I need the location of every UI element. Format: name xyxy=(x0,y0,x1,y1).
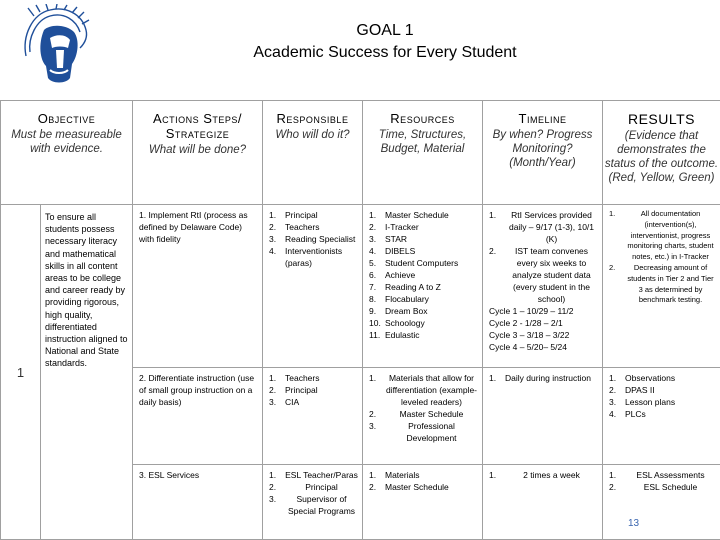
list-item: 2. IST team convenes every six weeks to analyze student data (every student in the school) xyxy=(489,246,591,304)
objective-text: To ensure all students possess necessary literacy and mathematical skills in all content areas to be college and career ready by providing rigorous, high quality, differentiated instruction aligned to National and State standards. xyxy=(41,205,133,540)
list-item: 3. STAR xyxy=(369,234,408,244)
timeline-cycle: Cycle 1 – 10/29 – 11/2 xyxy=(489,306,574,316)
results-2 xyxy=(603,368,720,465)
list-item: 4. PLCs xyxy=(609,409,646,419)
list-item: 2. Principal xyxy=(269,482,338,492)
list-item: 10. Schoology xyxy=(369,318,425,328)
list-item: 2. Principal xyxy=(269,385,318,395)
row-number: 1 xyxy=(1,205,41,540)
timeline-3 xyxy=(483,465,603,540)
timeline-1 xyxy=(483,205,603,368)
list-item: 4. Interventionists (paras) xyxy=(269,246,343,268)
list-item: 3. Professional Development xyxy=(369,421,457,443)
header-row xyxy=(1,101,720,205)
list-item: 1. ESL Assessments xyxy=(609,470,705,480)
timeline-2 xyxy=(483,368,603,465)
responsible-header: Responsible Who will do it? xyxy=(263,101,363,205)
list-item: 1. All documentation (intervention(s), interventionist, progress monitoring charts, student notes, etc.) in I-Tracker xyxy=(609,209,714,262)
table-row xyxy=(1,205,720,368)
list-item: 3. CIA xyxy=(269,397,300,407)
list-item: 8. Flocabulary xyxy=(369,294,429,304)
list-item: 1. Daily during instruction xyxy=(489,373,591,383)
results-1 xyxy=(603,205,720,368)
timeline-header: Timeline By when? Progress Monitoring? (Month/Year) xyxy=(483,101,603,205)
list-item: 2. Master Schedule xyxy=(369,482,449,492)
list-item: 6. Achieve xyxy=(369,270,416,280)
resources-3 xyxy=(363,465,483,540)
list-item: 3. Supervisor of Special Programs xyxy=(269,494,356,516)
list-item: 1. ESL Teacher/Paras xyxy=(269,470,358,480)
list-item: 5. Student Computers xyxy=(369,258,459,268)
list-item: 2. ESL Schedule xyxy=(609,482,698,492)
action-plan-table xyxy=(0,100,720,540)
list-item: 1. Teachers xyxy=(269,373,320,383)
objective-header: Objective Must be measureable with evidence. xyxy=(1,101,133,205)
list-item: 1. Master Schedule xyxy=(369,210,449,220)
list-item: 2. DPAS II xyxy=(609,385,655,395)
list-item: 1. Observations xyxy=(609,373,676,383)
resources-header: Resources Time, Structures, Budget, Material xyxy=(363,101,483,205)
resources-1 xyxy=(363,205,483,368)
page-number: 13 xyxy=(628,518,640,529)
list-item: 2. I-Tracker xyxy=(369,222,419,232)
list-item: 1. Materials that allow for differentiation (example-leveled readers) xyxy=(369,373,478,407)
timeline-cycle: Cycle 2 - 1/28 – 2/1 xyxy=(489,318,563,328)
list-item: 9. Dream Box xyxy=(369,306,428,316)
list-item: 3. Lesson plans xyxy=(609,397,676,407)
list-item: 11. Edulastic xyxy=(369,330,420,340)
action-1: 1. Implement RtI (process as defined by Delaware Code) with fidelity xyxy=(133,205,263,368)
responsible-3 xyxy=(263,465,363,540)
list-item: 1. Materials xyxy=(369,470,420,480)
spartan-helmet-logo xyxy=(20,4,94,86)
action-2: 2. Differentiate instruction (use of small group instruction on a daily basis) xyxy=(133,368,263,465)
list-item: 1. 2 times a week xyxy=(489,470,580,480)
list-item: 2. Master Schedule xyxy=(369,409,464,419)
results-3 xyxy=(603,465,720,540)
timeline-cycle: Cycle 4 – 5/20– 5/24 xyxy=(489,342,567,352)
results-header: RESULTS (Evidence that demonstrates the status of the outcome. (Red, Yellow, Green) xyxy=(603,101,720,205)
timeline-cycle: Cycle 3 – 3/18 – 3/22 xyxy=(489,330,570,340)
timeline-cycles xyxy=(489,305,598,353)
goal-title: GOAL 1 xyxy=(356,22,414,39)
goal-subtitle: Academic Success for Every Student xyxy=(253,44,517,61)
list-item: 1. RtI Services provided daily – 9/17 (1-3), 10/1 (K) xyxy=(489,210,595,244)
resources-2 xyxy=(363,368,483,465)
responsible-2 xyxy=(263,368,363,465)
list-item: 2. Teachers xyxy=(269,222,320,232)
list-item: 2. Decreasing amount of students in Tier 2 and Tier 3 as determined by benchmark testing. xyxy=(609,262,714,305)
list-item: 1. Principal xyxy=(269,210,318,220)
action-3: 3. ESL Services xyxy=(133,465,263,540)
actions-header: Actions Steps/ Strategize What will be done? xyxy=(133,101,263,205)
list-item: 7. Reading A to Z xyxy=(369,282,441,292)
list-item: 3. Reading Specialist xyxy=(269,234,356,244)
list-item: 4. DIBELS xyxy=(369,246,416,256)
responsible-1 xyxy=(263,205,363,368)
